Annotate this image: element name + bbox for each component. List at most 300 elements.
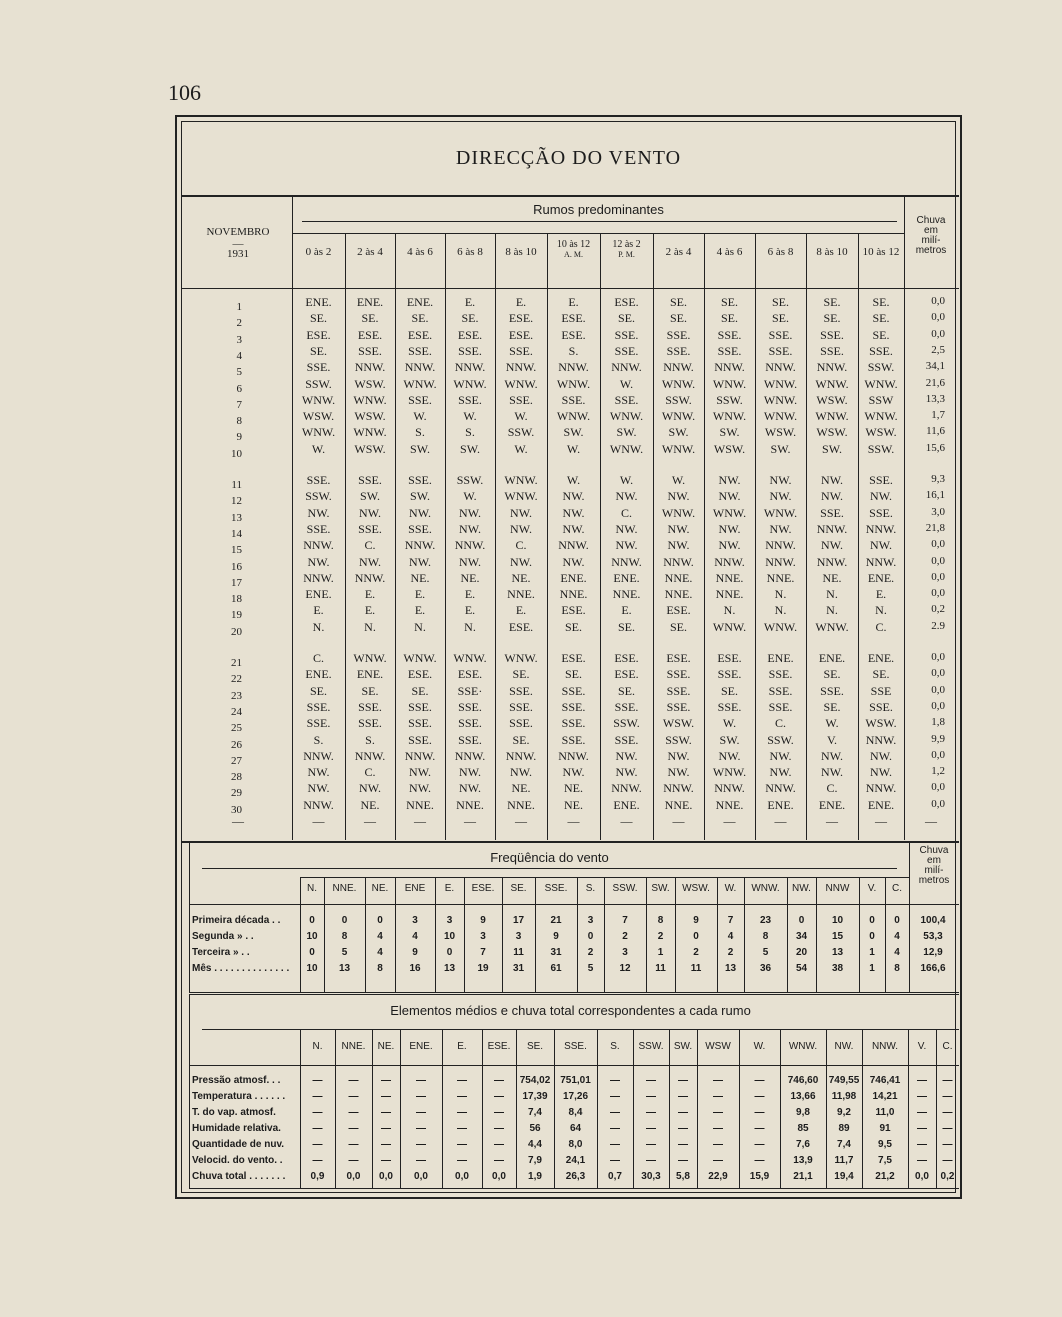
dash-cell: — xyxy=(620,814,633,828)
direction-cell: NNE. xyxy=(766,570,795,585)
direction-cell: NW. xyxy=(821,748,843,763)
elements-column-header: NW. xyxy=(834,1041,854,1052)
elements-cell: — xyxy=(416,1091,426,1102)
elements-cell: — xyxy=(457,1155,467,1166)
direction-cell: NNW. xyxy=(714,360,745,375)
time-header-ampm: P. M. xyxy=(618,250,635,259)
direction-cell: NW. xyxy=(409,781,431,796)
dash-cell: — xyxy=(515,814,527,828)
direction-cell: E. xyxy=(568,295,579,309)
direction-cell: SSE. xyxy=(509,392,533,407)
direction-cell: ESE. xyxy=(717,651,742,665)
direction-cell: WSW. xyxy=(302,409,335,424)
day-label: 15 xyxy=(231,544,242,557)
elements-cell: 21,1 xyxy=(793,1171,813,1182)
direction-cell: SSW. xyxy=(867,441,895,456)
direction-cell: SSW. xyxy=(613,716,640,731)
freq-cell: 1 xyxy=(657,947,664,958)
freq-column-header: V. xyxy=(867,883,877,894)
direction-cell: NW. xyxy=(718,538,741,553)
elements-cell: — xyxy=(678,1155,688,1166)
direction-cell: NNW. xyxy=(765,360,796,375)
elements-cell: 89 xyxy=(838,1123,850,1134)
freq-row-label: Mês . . . . . . . . . . . . . . xyxy=(192,963,290,974)
direction-cell: WNW. xyxy=(609,441,644,456)
direction-cell: ENE. xyxy=(356,667,384,682)
direction-cell: N. xyxy=(312,619,325,634)
direction-cell: SE. xyxy=(720,311,738,326)
direction-cell: NNE. xyxy=(664,570,693,585)
elements-cell: — xyxy=(457,1123,467,1134)
direction-cell: NW. xyxy=(510,521,532,536)
direction-cell: NW. xyxy=(307,781,330,796)
direction-cell: SSE. xyxy=(509,699,533,714)
direction-cell: NW. xyxy=(562,521,585,536)
freq-rain-cell: 100,4 xyxy=(920,915,946,926)
rule-line xyxy=(182,288,959,289)
elements-cell: — xyxy=(610,1075,620,1086)
direction-cell: WNW. xyxy=(712,409,747,424)
dash-cell: — xyxy=(672,814,685,828)
direction-cell: WNW. xyxy=(712,619,747,634)
elements-title: Elementos médios e chuva total correspondentes a cada rumo xyxy=(390,1003,751,1018)
freq-column-header: NE. xyxy=(371,883,389,894)
freq-column-header: S. xyxy=(585,883,596,894)
direction-cell: E. xyxy=(364,603,376,618)
direction-cell: W. xyxy=(671,473,686,487)
direction-cell: SE. xyxy=(564,619,582,634)
rain-value: 0,0 xyxy=(931,797,945,810)
direction-cell: SSE. xyxy=(458,716,482,731)
day-label: 30 xyxy=(231,803,242,816)
direction-cell: NNE. xyxy=(612,587,641,602)
direction-cell: SW. xyxy=(719,732,740,747)
freq-cell: 13 xyxy=(831,947,844,958)
elements-cell: — xyxy=(610,1123,620,1134)
freq-cell: 0 xyxy=(869,931,875,942)
dash-cell: — xyxy=(774,814,787,828)
day-label: 23 xyxy=(231,689,242,702)
day-label: 20 xyxy=(231,625,242,638)
direction-cell: SSE. xyxy=(358,343,382,358)
elements-cell: — xyxy=(457,1107,467,1118)
elements-cell: — xyxy=(457,1091,467,1102)
direction-cell: ESE. xyxy=(508,311,534,326)
day-label: 3 xyxy=(236,333,242,346)
table-frame xyxy=(175,115,962,1199)
direction-cell: WSW. xyxy=(354,376,386,391)
year-label: 1931 xyxy=(227,248,249,260)
elements-cell: — xyxy=(646,1091,656,1102)
direction-cell: SE. xyxy=(823,295,841,309)
direction-cell: NNW. xyxy=(865,732,897,747)
direction-cell: NW. xyxy=(409,554,431,569)
direction-cell: SSE. xyxy=(509,683,533,698)
rain-value: 13,3 xyxy=(925,392,945,405)
direction-cell: SSE. xyxy=(306,473,331,487)
freq-cell: 7 xyxy=(622,915,628,926)
direction-cell: NNW. xyxy=(454,538,486,553)
direction-cell: W. xyxy=(825,716,839,731)
day-label: 19 xyxy=(231,609,242,622)
elements-cell: — xyxy=(381,1107,391,1118)
direction-cell: ESE. xyxy=(614,295,639,309)
rule-line xyxy=(202,868,897,869)
elements-cell: 746,60 xyxy=(787,1075,819,1086)
direction-cell: NNE. xyxy=(507,797,535,812)
direction-cell: SE. xyxy=(512,667,530,682)
direction-cell: NE. xyxy=(564,797,583,812)
elements-cell: 9,5 xyxy=(878,1139,892,1150)
freq-cell: 4 xyxy=(412,931,418,942)
direction-cell: NNW. xyxy=(816,554,848,569)
direction-cell: NW. xyxy=(562,554,585,569)
direction-cell: ENE. xyxy=(767,651,794,665)
elements-cell: — xyxy=(754,1139,765,1150)
elements-cell: — xyxy=(646,1123,656,1134)
direction-cell: SE. xyxy=(512,732,530,747)
direction-cell: SSE. xyxy=(306,521,331,536)
freq-cell: 12 xyxy=(619,963,631,974)
freq-cell: 10 xyxy=(443,931,456,942)
rain-value: 1,7 xyxy=(931,409,945,422)
elements-cell: 0,0 xyxy=(346,1171,361,1182)
time-header: 4 às 6 xyxy=(407,246,433,258)
elements-column-header: SW. xyxy=(673,1041,693,1052)
direction-cell: NW. xyxy=(718,521,741,536)
freq-cell: 2 xyxy=(622,931,628,942)
direction-cell: NW. xyxy=(667,748,690,763)
direction-cell: NNW. xyxy=(558,538,589,553)
freq-column-header: NNE. xyxy=(332,883,357,894)
day-label: 6 xyxy=(236,382,242,395)
elements-row-label: Quantidade de nuv. xyxy=(192,1139,285,1150)
direction-cell: SSE. xyxy=(509,343,533,358)
freq-cell: 3 xyxy=(446,915,453,926)
freq-cell: 11 xyxy=(513,947,524,958)
elements-cell: — xyxy=(494,1107,504,1118)
day-label: 14 xyxy=(231,527,242,540)
day-label: 13 xyxy=(231,511,242,524)
rain-value: 0,0 xyxy=(931,781,945,794)
direction-cell: W. xyxy=(463,409,477,424)
direction-cell: WNW. xyxy=(301,392,336,407)
direction-cell: NW. xyxy=(459,781,481,796)
direction-cell: NW. xyxy=(718,489,741,504)
elements-cell: — xyxy=(678,1091,688,1102)
freq-cell: 21 xyxy=(550,915,562,926)
time-header: 4 às 6 xyxy=(716,246,743,258)
elements-cell: — xyxy=(381,1091,391,1102)
freq-cell: 11 xyxy=(655,963,666,974)
direction-cell: NW. xyxy=(769,489,792,504)
direction-cell: NNE. xyxy=(664,587,693,602)
direction-cell: N. xyxy=(723,603,736,618)
direction-cell: NNW. xyxy=(865,521,897,536)
freq-column-header: ENE xyxy=(404,883,426,894)
freq-column-header: WSW. xyxy=(682,883,710,894)
freq-cell: 16 xyxy=(409,963,421,974)
freq-cell: 13 xyxy=(724,963,737,974)
direction-cell: ENE. xyxy=(613,797,640,812)
direction-cell: ESE. xyxy=(306,327,331,342)
rain-value: 0,0 xyxy=(931,587,945,600)
rain-value: 0,0 xyxy=(931,311,945,324)
direction-cell: SSE. xyxy=(869,505,893,520)
freq-cell: 8 xyxy=(341,931,348,942)
direction-cell: SSE. xyxy=(614,732,639,747)
direction-cell: SE. xyxy=(669,619,687,634)
direction-cell: SSE. xyxy=(408,473,432,487)
dash-cell: — xyxy=(232,814,244,828)
direction-cell: SSE. xyxy=(458,343,482,358)
direction-cell: NNW. xyxy=(816,360,848,375)
direction-cell: ENE. xyxy=(613,570,640,585)
direction-cell: NW. xyxy=(459,505,481,520)
direction-cell: NNW. xyxy=(611,360,642,375)
direction-cell: WNW. xyxy=(556,409,591,424)
elements-cell: 7,9 xyxy=(528,1155,542,1166)
direction-cell: SE. xyxy=(309,343,327,358)
direction-cell: SW. xyxy=(410,441,430,456)
direction-cell: S. xyxy=(415,425,425,440)
direction-cell: N. xyxy=(364,619,376,634)
elements-cell: 7,4 xyxy=(528,1107,542,1118)
freq-cell: 13 xyxy=(338,963,351,974)
rain-value: 0,0 xyxy=(931,748,945,761)
elements-cell: — xyxy=(348,1091,359,1102)
direction-cell: NE. xyxy=(460,570,480,585)
direction-cell: SE. xyxy=(617,311,635,326)
day-label: 11 xyxy=(231,479,242,491)
elements-cell: — xyxy=(312,1091,323,1102)
direction-cell: WNW. xyxy=(712,376,747,391)
rule-line xyxy=(182,195,959,197)
rain-value: 1,2 xyxy=(931,765,945,778)
direction-cell: SSE. xyxy=(869,473,893,487)
elements-cell: — xyxy=(610,1139,620,1150)
direction-cell: WNW. xyxy=(815,376,849,391)
direction-cell: WNW. xyxy=(763,376,798,391)
freq-column-header: NW. xyxy=(792,883,811,894)
direction-cell: WSW. xyxy=(764,425,797,440)
elements-cell: — xyxy=(381,1123,391,1134)
freq-cell: 8 xyxy=(377,963,383,974)
elements-column-header: WNW. xyxy=(788,1041,818,1052)
direction-cell: ESE. xyxy=(457,327,483,342)
elements-cell: — xyxy=(754,1091,765,1102)
direction-cell: WNW. xyxy=(353,425,387,440)
direction-cell: SSE· xyxy=(457,683,483,698)
direction-cell: NNE. xyxy=(715,797,744,812)
direction-cell: NW. xyxy=(718,473,741,487)
direction-cell: NW. xyxy=(769,521,792,536)
direction-cell: NNE. xyxy=(559,587,588,602)
elements-cell: — xyxy=(348,1139,359,1150)
direction-cell: E. xyxy=(313,603,324,618)
day-label: 22 xyxy=(231,673,242,686)
freq-cell: 10 xyxy=(831,915,844,926)
direction-cell: ESE. xyxy=(561,327,586,342)
elements-cell: 30,3 xyxy=(641,1171,661,1182)
direction-cell: SW. xyxy=(410,489,430,504)
direction-cell: SW. xyxy=(460,441,480,456)
elements-cell: 11,0 xyxy=(875,1107,895,1118)
direction-cell: WNW. xyxy=(661,505,696,520)
rain-value: 9,3 xyxy=(931,473,945,485)
rain-header-2: em xyxy=(924,225,938,236)
elements-cell: — xyxy=(348,1075,359,1086)
direction-cell: SSE. xyxy=(614,343,639,358)
rule-line xyxy=(189,1188,959,1189)
elements-cell: — xyxy=(942,1075,953,1086)
time-header: 8 às 10 xyxy=(816,246,848,258)
freq-cell: 38 xyxy=(831,963,844,974)
direction-cell: SSE. xyxy=(408,732,432,747)
elements-cell: 0,9 xyxy=(310,1171,325,1182)
direction-cell: W. xyxy=(463,489,477,504)
direction-cell: WNW. xyxy=(815,409,849,424)
direction-cell: SSE. xyxy=(869,699,893,714)
direction-cell: C. xyxy=(774,716,786,731)
direction-cell: SSE. xyxy=(768,343,793,358)
elements-cell: 0,7 xyxy=(608,1171,622,1182)
elements-cell: — xyxy=(917,1107,927,1118)
elements-cell: 749,55 xyxy=(828,1075,860,1086)
direction-cell: SE. xyxy=(669,295,687,309)
direction-cell: NNW. xyxy=(714,554,745,569)
elements-column-header: S. xyxy=(610,1041,620,1052)
elements-cell: — xyxy=(754,1107,765,1118)
direction-cell: WNW. xyxy=(661,376,696,391)
direction-cell: WNW. xyxy=(453,651,487,665)
direction-cell: NNW. xyxy=(865,781,897,796)
direction-cell: WNW. xyxy=(815,619,849,634)
elements-cell: 14,21 xyxy=(872,1091,898,1102)
elements-cell: — xyxy=(917,1155,927,1166)
dash-cell: — xyxy=(567,814,580,828)
elements-column-header: V. xyxy=(917,1041,927,1052)
direction-cell: NW. xyxy=(562,489,585,504)
direction-cell: ESE. xyxy=(508,327,534,342)
direction-cell: SE. xyxy=(720,683,738,698)
direction-cell: NNW. xyxy=(663,360,694,375)
direction-cell: SSE. xyxy=(768,327,793,342)
elements-row-label: Temperatura . . . . . . xyxy=(192,1091,286,1102)
elements-cell: 0,0 xyxy=(379,1171,393,1182)
direction-cell: WNW. xyxy=(504,376,538,391)
elements-cell: 11,98 xyxy=(831,1091,857,1102)
direction-cell: SW. xyxy=(563,425,584,440)
elements-cell: — xyxy=(917,1075,927,1086)
elements-cell: — xyxy=(610,1091,620,1102)
direction-cell: NW. xyxy=(510,554,532,569)
direction-cell: NW. xyxy=(667,538,690,553)
rain-value: 0,0 xyxy=(931,667,945,680)
elements-cell: 17,39 xyxy=(522,1091,548,1102)
direction-cell: SSW. xyxy=(456,473,484,487)
direction-cell: NNW. xyxy=(303,748,334,763)
direction-cell: W. xyxy=(413,409,427,424)
direction-cell: NW. xyxy=(459,554,481,569)
freq-row-label: Terceira » . . xyxy=(192,947,250,958)
elements-cell: 13,9 xyxy=(793,1155,813,1166)
elements-cell: — xyxy=(942,1107,953,1118)
direction-cell: WNW. xyxy=(556,376,591,391)
direction-cell: NW. xyxy=(615,748,638,763)
direction-cell: SE. xyxy=(720,295,738,309)
direction-cell: WNW. xyxy=(353,651,387,665)
direction-cell: C. xyxy=(620,505,632,520)
elements-cell: — xyxy=(754,1155,765,1166)
direction-cell: S. xyxy=(365,732,375,747)
direction-cell: S. xyxy=(313,732,324,747)
direction-cell: NNE. xyxy=(715,587,744,602)
freq-column-header: SSW. xyxy=(612,883,638,894)
freq-cell: 0 xyxy=(446,947,453,958)
direction-cell: SSE. xyxy=(306,699,331,714)
direction-cell: NW. xyxy=(821,538,843,553)
elements-cell: — xyxy=(754,1075,765,1086)
rule-line xyxy=(182,841,959,843)
elements-row-label: Pressão atmosf. . . xyxy=(192,1075,281,1086)
time-header: 0 às 2 xyxy=(305,246,332,258)
rain-value: 11,6 xyxy=(926,425,945,438)
rain-value: 21,8 xyxy=(925,521,945,534)
direction-cell: WNW. xyxy=(504,473,538,487)
freq-cell: 2 xyxy=(727,947,734,958)
direction-cell: SSE. xyxy=(820,505,844,520)
freq-column-header: SW. xyxy=(651,883,670,894)
freq-cell: 5 xyxy=(587,963,594,974)
time-header-ampm: A. M. xyxy=(564,250,583,259)
direction-cell: SSE. xyxy=(768,667,793,682)
direction-cell: NW. xyxy=(821,489,843,504)
direction-cell: SSE. xyxy=(408,392,432,407)
dash-cell: — xyxy=(925,814,937,828)
direction-cell: SE. xyxy=(411,311,429,326)
direction-cell: NW. xyxy=(718,748,741,763)
elements-cell: 7,5 xyxy=(878,1155,892,1166)
page-title: DIRECÇÃO DO VENTO xyxy=(455,147,682,169)
freq-cell: 1 xyxy=(869,947,875,958)
direction-cell: W. xyxy=(514,441,528,456)
rain-value: 0,0 xyxy=(931,295,945,307)
direction-cell: ENE. xyxy=(356,295,384,309)
direction-cell: NW. xyxy=(615,765,638,780)
direction-cell: SW. xyxy=(668,425,689,440)
direction-cell: NW. xyxy=(769,473,792,487)
day-label: 9 xyxy=(236,431,242,444)
direction-cell: C. xyxy=(364,538,376,553)
rain-header-3: milí- xyxy=(924,865,944,876)
direction-cell: SSW. xyxy=(867,360,895,375)
direction-cell: NNW. xyxy=(558,748,589,763)
month-dash: — xyxy=(232,238,244,250)
direction-cell: WNW. xyxy=(609,409,644,424)
elements-cell: 746,41 xyxy=(869,1075,901,1086)
direction-cell: SW. xyxy=(616,425,637,440)
freq-cell: 11 xyxy=(690,963,702,974)
direction-cell: NNW. xyxy=(611,781,642,796)
direction-cell: E. xyxy=(515,295,527,309)
elements-column-header: ENE. xyxy=(409,1041,433,1052)
direction-cell: NW. xyxy=(459,765,481,780)
direction-cell: SE. xyxy=(823,699,841,714)
freq-cell: 4 xyxy=(377,931,383,942)
elements-cell: — xyxy=(494,1123,504,1134)
freq-column-header: WNW. xyxy=(751,883,780,894)
